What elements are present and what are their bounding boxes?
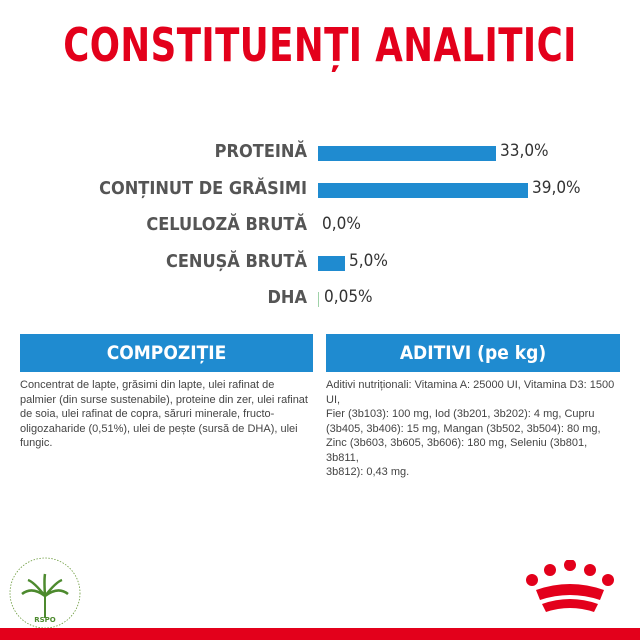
chart-row <box>0 210 640 244</box>
value-label: 33,0% <box>500 141 549 161</box>
bar <box>318 292 319 307</box>
bar <box>318 146 496 161</box>
category-label: DHA <box>267 287 307 308</box>
bar <box>318 183 528 198</box>
text-line: Zinc (3b603, 3b605, 3b606): 180 mg, Seleniu (3b801, 3b811, <box>326 437 588 464</box>
royal-canin-crown-logo <box>520 560 620 620</box>
value-label: 0,05% <box>324 287 373 307</box>
text-line: 3b812): 0,43 mg. <box>326 466 410 478</box>
value-label: 39,0% <box>532 177 581 198</box>
category-label: CELULOZĂ BRUTĂ <box>146 214 307 235</box>
text-line: Aditivi nutriționali: Vitamina A: 25000 UI, Vitamina D3: 1500 UI, <box>326 379 615 406</box>
additives-text <box>326 378 620 480</box>
text-line: Concentrat de lapte, grăsimi din lapte, ulei rafinat de <box>20 379 275 391</box>
text-line: palmier (din surse sustenabile), proteine din zer, ulei rafinat <box>20 393 308 406</box>
composition-text <box>20 378 316 451</box>
page-title: CONSTITUENȚI ANALITICI <box>63 18 577 72</box>
rspo-short-label: RSPO <box>34 616 56 624</box>
category-label: CENUȘĂ BRUTĂ <box>165 250 307 272</box>
text-line: oligozaharide (0,51%), ulei de pește (sursă de DHA), ulei <box>20 422 298 435</box>
rspo-logo <box>8 556 82 630</box>
text-line: fungic. <box>20 437 53 449</box>
chart-row <box>0 247 640 281</box>
additives-heading: ADITIVI (pe kg) <box>326 334 620 372</box>
text-line: Fier (3b103): 100 mg, Iod (3b201, 3b202): 4 mg, Cupru <box>326 408 595 420</box>
category-label: CONȚINUT DE GRĂSIMI <box>99 177 307 199</box>
text-line: de soia, ulei rafinat de copra, săruri minerale, fructo- <box>20 408 275 420</box>
composition-heading: COMPOZIȚIE <box>20 334 313 372</box>
bottom-red-band <box>0 628 640 640</box>
bar <box>318 256 345 271</box>
chart-row <box>0 137 640 171</box>
chart-row <box>0 174 640 208</box>
value-label: 0,0% <box>322 214 361 234</box>
value-label: 5,0% <box>349 250 388 271</box>
category-label: PROTEINĂ <box>214 141 307 162</box>
chart-row <box>0 283 640 317</box>
text-line: (3b405, 3b406): 15 mg, Mangan (3b502, 3b504): 80 mg, <box>326 422 601 435</box>
